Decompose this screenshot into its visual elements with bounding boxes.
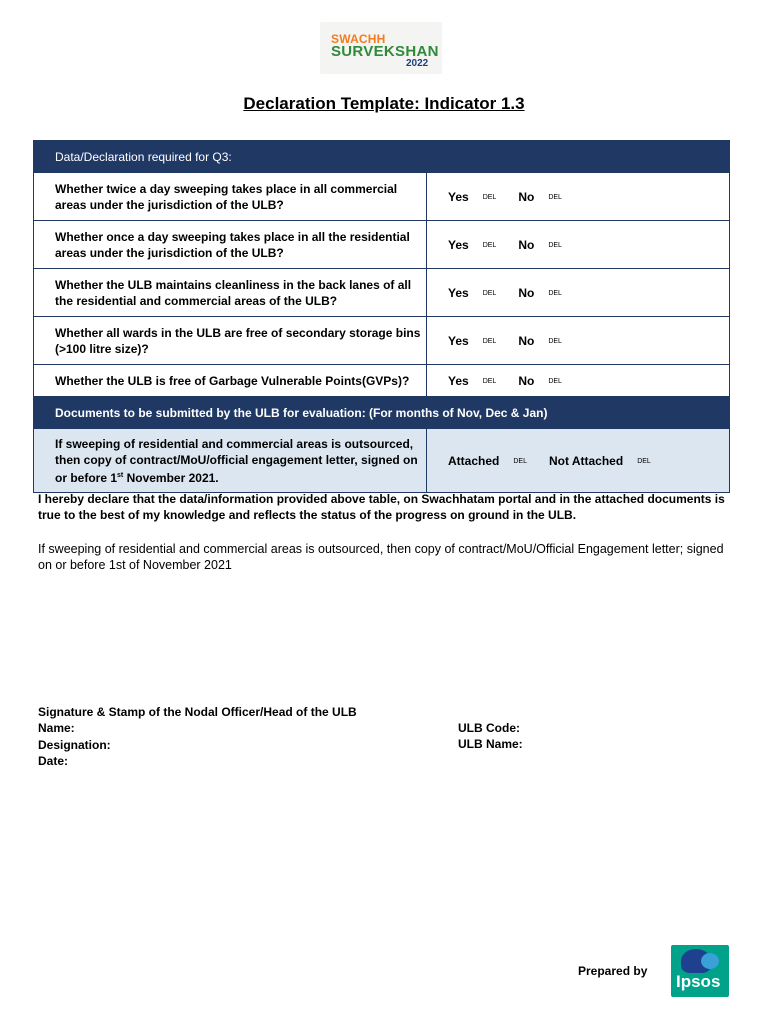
del-marker: DEL xyxy=(548,377,562,385)
yes-option[interactable]: Yes xyxy=(448,285,469,300)
document-answer-cell xyxy=(427,429,730,493)
declaration-table xyxy=(33,140,730,493)
ipsos-wordmark: Ipsos xyxy=(676,972,721,991)
ulb-code-label: ULB Code: xyxy=(458,721,520,735)
no-option[interactable]: No xyxy=(518,285,535,300)
del-marker: DEL xyxy=(548,289,562,297)
outsourcing-note: If sweeping of residential and commercial areas is outsourced, then copy of contract/MoU/Official Engagement letter; signed on or before 1st of November 2021 xyxy=(38,542,724,572)
document-text-end: November 2021. xyxy=(123,470,219,485)
ulb-block xyxy=(458,720,523,753)
question-row xyxy=(34,173,730,221)
not-attached-option[interactable]: Not Attached xyxy=(548,453,624,468)
answer-cell xyxy=(427,173,730,221)
del-marker: DEL xyxy=(482,377,497,385)
document-text-sup: st xyxy=(117,471,124,479)
yes-option[interactable]: Yes xyxy=(448,373,469,388)
page-title: Declaration Template: Indicator 1.3 xyxy=(243,94,525,113)
ulb-name-label: ULB Name: xyxy=(458,737,523,752)
question-row xyxy=(34,269,730,317)
section2-header: Documents to be submitted by the ULB for evaluation: (For months of Nov, Dec & Jan) xyxy=(34,397,730,429)
del-marker: DEL xyxy=(482,193,497,201)
yes-option[interactable]: Yes xyxy=(448,189,469,204)
del-marker: DEL xyxy=(482,289,497,297)
document-text xyxy=(34,429,427,493)
answer-cell xyxy=(427,317,730,365)
ipsos-logo-shape-accent xyxy=(701,953,719,969)
del-marker: DEL xyxy=(482,241,497,249)
logo-line1: SWACHH xyxy=(331,32,386,46)
logo-line2: SURVEKSHAN xyxy=(331,43,439,60)
question-row xyxy=(34,365,730,397)
document-row xyxy=(34,429,730,493)
question-text: Whether once a day sweeping takes place in all the residential areas under the jurisdiction of the ULB? xyxy=(34,221,427,269)
question-row xyxy=(34,221,730,269)
date-label: Date: xyxy=(38,753,69,768)
no-option[interactable]: No xyxy=(518,189,535,204)
logo-year: 2022 xyxy=(406,58,429,69)
yes-option[interactable]: Yes xyxy=(448,237,469,252)
no-option[interactable]: No xyxy=(518,373,535,388)
question-text: Whether the ULB is free of Garbage Vulnerable Points(GVPs)? xyxy=(34,365,427,397)
answer-cell xyxy=(427,365,730,397)
answer-cell xyxy=(427,221,730,269)
section1-header-row xyxy=(34,141,730,173)
del-marker: DEL xyxy=(482,337,497,345)
no-option[interactable]: No xyxy=(518,333,535,348)
declaration-statement: I hereby declare that the data/information provided above table, on Swachhatam portal and in the attached documents is true to the best of my knowledge and reflects the status of the progress on ground in the ULB. xyxy=(38,492,725,522)
designation-label: Designation: xyxy=(38,737,111,752)
del-marker: DEL xyxy=(548,241,562,249)
signature-block xyxy=(38,704,357,769)
section2-header-row xyxy=(34,397,730,429)
question-text: Whether the ULB maintains cleanliness in the back lanes of all the residential and commercial areas of the ULB? xyxy=(34,269,427,317)
del-marker: DEL xyxy=(548,193,562,201)
name-label: Name: xyxy=(38,721,75,736)
question-row xyxy=(34,317,730,365)
del-marker: DEL xyxy=(637,457,651,465)
document-text-main: If sweeping of residential and commercial areas is outsourced, then copy of contract/MoU/official engagement letter, signed on or before 1 xyxy=(55,436,418,485)
swachh-survekshan-logo xyxy=(320,22,442,74)
no-option[interactable]: No xyxy=(518,237,535,252)
yes-option[interactable]: Yes xyxy=(448,333,469,348)
attached-option[interactable]: Attached xyxy=(448,453,500,468)
prepared-by-label: Prepared by xyxy=(578,964,648,978)
del-marker: DEL xyxy=(548,337,562,345)
question-text: Whether twice a day sweeping takes place in all commercial areas under the jurisdiction of the ULB? xyxy=(34,173,427,221)
question-text: Whether all wards in the ULB are free of secondary storage bins (>100 litre size)? xyxy=(34,317,427,365)
signature-heading: Signature & Stamp of the Nodal Officer/Head of the ULB xyxy=(38,705,357,719)
section1-header: Data/Declaration required for Q3: xyxy=(34,141,730,173)
answer-cell xyxy=(427,269,730,317)
del-marker: DEL xyxy=(513,457,527,465)
ipsos-logo xyxy=(671,945,729,997)
